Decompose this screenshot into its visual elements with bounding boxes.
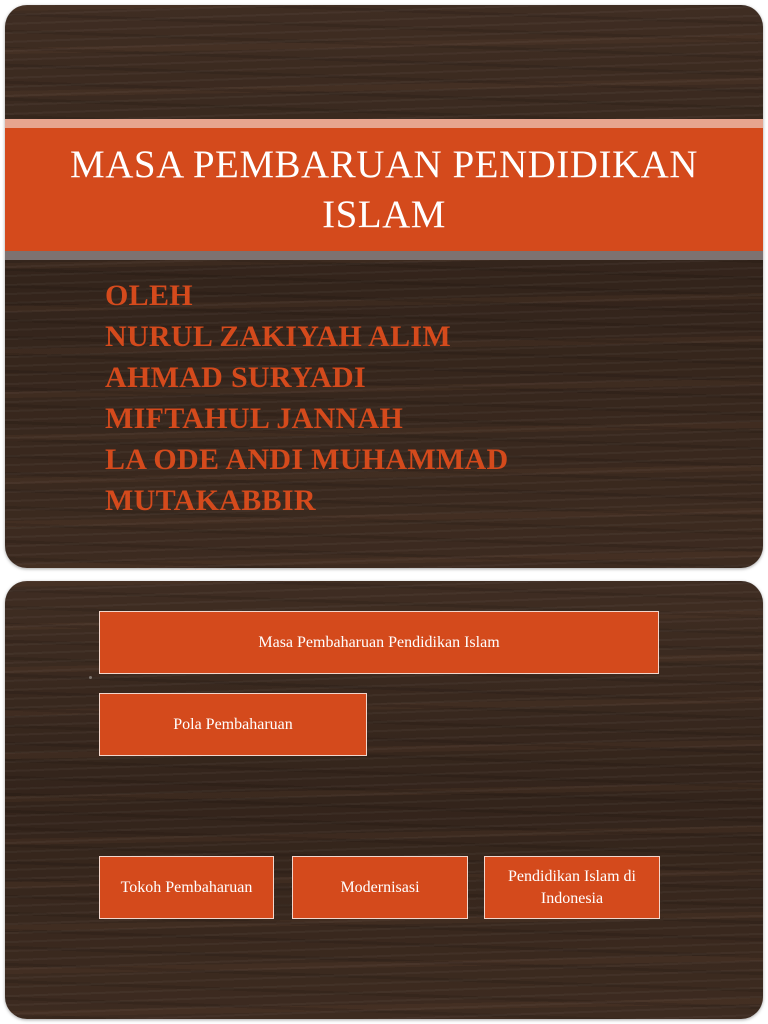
author-line: AHMAD SURYADI (105, 361, 366, 394)
topic-box-label: Pendidikan Islam di Indonesia (508, 867, 636, 907)
author-line: NURUL ZAKIYAH ALIM (105, 320, 452, 353)
topic-box-label: Tokoh Pembaharuan (120, 878, 253, 896)
slide-title: MASA PEMBARUAN PENDIDIKAN ISLAM (70, 142, 698, 236)
author-line: LA ODE ANDI MUHAMMAD (105, 443, 509, 476)
topic-box-main (99, 611, 659, 674)
topic-box-label: Modernisasi (340, 878, 420, 896)
title-band (5, 128, 763, 251)
decorative-dot (89, 676, 92, 679)
topic-box-tokoh (99, 856, 274, 919)
title-band-bottom-stripe (5, 251, 763, 260)
slide-title-page (5, 5, 763, 568)
title-band-top-stripe (5, 119, 763, 128)
topic-box-pendidikan-indonesia (484, 856, 660, 919)
topic-box-pola (99, 693, 367, 756)
topic-box-modernisasi (292, 856, 468, 919)
author-line: MIFTAHUL JANNAH (105, 402, 404, 435)
author-line: OLEH (105, 279, 193, 312)
topic-box-label: Pola Pembaharuan (173, 715, 293, 733)
author-list (105, 275, 509, 521)
author-line: MUTAKABBIR (105, 484, 316, 517)
topic-box-label: Masa Pembaharuan Pendidikan Islam (258, 633, 500, 651)
slide-overview (5, 581, 763, 1019)
